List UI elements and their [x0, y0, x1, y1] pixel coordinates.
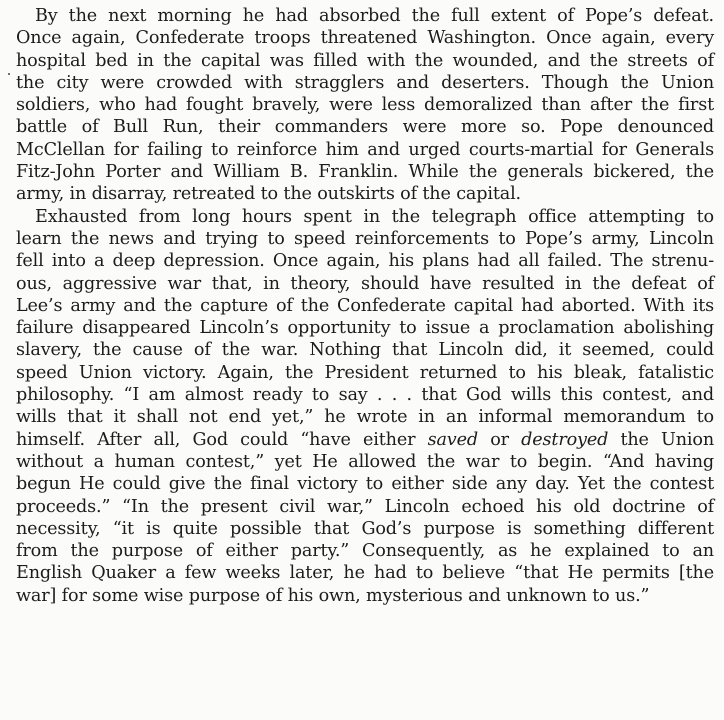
italic-text: destroyed: [521, 429, 609, 450]
text-line: [16, 295, 714, 317]
text-line: [16, 451, 714, 473]
text-line: [16, 496, 714, 518]
text-line: [16, 473, 714, 495]
text-line: [16, 5, 714, 27]
text-line: [16, 384, 714, 406]
text-line: [16, 206, 714, 228]
text-segment: war] for some wise purpose of his own, mysterious and unknown to us.”: [16, 585, 650, 606]
text-segment: the city were crowded with stragglers and deserters. Though the Union: [16, 72, 714, 93]
text-segment: McClellan for failing to reinforce him and urged courts-martial for Generals: [16, 139, 714, 160]
text-segment: ous, aggressive war that, in theory, should have resulted in the defeat of: [16, 273, 714, 294]
text-line: [16, 585, 714, 607]
paragraph: [16, 5, 714, 206]
text-line: [16, 429, 714, 451]
text-line: [16, 116, 714, 138]
text-segment: By the next morning he had absorbed the full extent of Pope’s defeat.: [35, 6, 714, 26]
italic-text: saved: [427, 429, 478, 450]
text-segment: wills that it shall not end yet,” he wrote in an informal memorandum to: [16, 407, 714, 428]
text-segment: philosophy. “I am almost ready to say . . . that God wills this contest, and: [16, 385, 714, 406]
text-line: [16, 72, 714, 94]
text-segment: or: [477, 429, 522, 450]
text-line: [16, 518, 714, 540]
text-segment: necessity, “it is quite possible that God’s purpose is something different: [16, 518, 714, 539]
text-segment: army, in disarray, retreated to the outskirts of the capital.: [16, 184, 522, 205]
text-segment: proceeds.” “In the present civil war,” Lincoln echoed his old doctrine of: [16, 496, 714, 517]
body-text: [16, 5, 714, 607]
text-segment: Once again, Confederate troops threatened Washington. Once again, every: [16, 28, 714, 49]
text-line: [16, 50, 714, 72]
scan-speck: [8, 73, 10, 75]
text-segment: begun He could give the final victory to either side any day. Yet the contest: [16, 474, 714, 495]
text-line: [16, 161, 714, 183]
text-line: [16, 362, 714, 384]
text-segment: himself. After all, God could “have either: [16, 429, 428, 450]
text-segment: without a human contest,” yet He allowed the war to begin. “And having: [16, 451, 714, 472]
text-segment: hospital bed in the capital was filled with the wounded, and the streets of: [16, 50, 714, 71]
text-line: [16, 317, 714, 339]
text-segment: from the purpose of either party.” Consequently, as he explained to an: [16, 541, 714, 562]
text-line: [16, 27, 714, 49]
text-line: [16, 139, 714, 161]
text-segment: speed Union victory. Again, the President returned to his bleak, fatalistic: [16, 362, 714, 383]
text-segment: Exhausted from long hours spent in the telegraph office attempting to: [35, 206, 714, 227]
text-segment: the Union: [608, 429, 714, 450]
text-segment: Lee’s army and the capture of the Confederate capital had aborted. With its: [16, 295, 714, 316]
text-segment: fell into a deep depression. Once again, his plans had all failed. The strenu-: [16, 251, 714, 272]
text-line: [16, 228, 714, 250]
text-line: [16, 339, 714, 361]
text-segment: learn the news and trying to speed reinforcements to Pope’s army, Lincoln: [16, 228, 714, 249]
text-segment: battle of Bull Run, their commanders were more so. Pope denounced: [16, 117, 714, 138]
text-segment: English Quaker a few weeks later, he had to believe “that He permits [the: [16, 563, 714, 584]
paragraph: [16, 206, 714, 607]
text-segment: slavery, the cause of the war. Nothing that Lincoln did, it seemed, could: [16, 340, 714, 361]
text-line: [16, 94, 714, 116]
text-line: [16, 250, 714, 272]
text-segment: failure disappeared Lincoln’s opportunity to issue a proclamation abolishing: [16, 318, 714, 339]
text-segment: soldiers, who had fought bravely, were less demoralized than after the first: [16, 95, 714, 116]
text-line: [16, 540, 714, 562]
text-line: [16, 273, 714, 295]
text-segment: Fitz-John Porter and William B. Franklin. While the generals bickered, the: [16, 162, 714, 183]
text-line: [16, 183, 714, 205]
text-line: [16, 406, 714, 428]
text-line: [16, 562, 714, 584]
